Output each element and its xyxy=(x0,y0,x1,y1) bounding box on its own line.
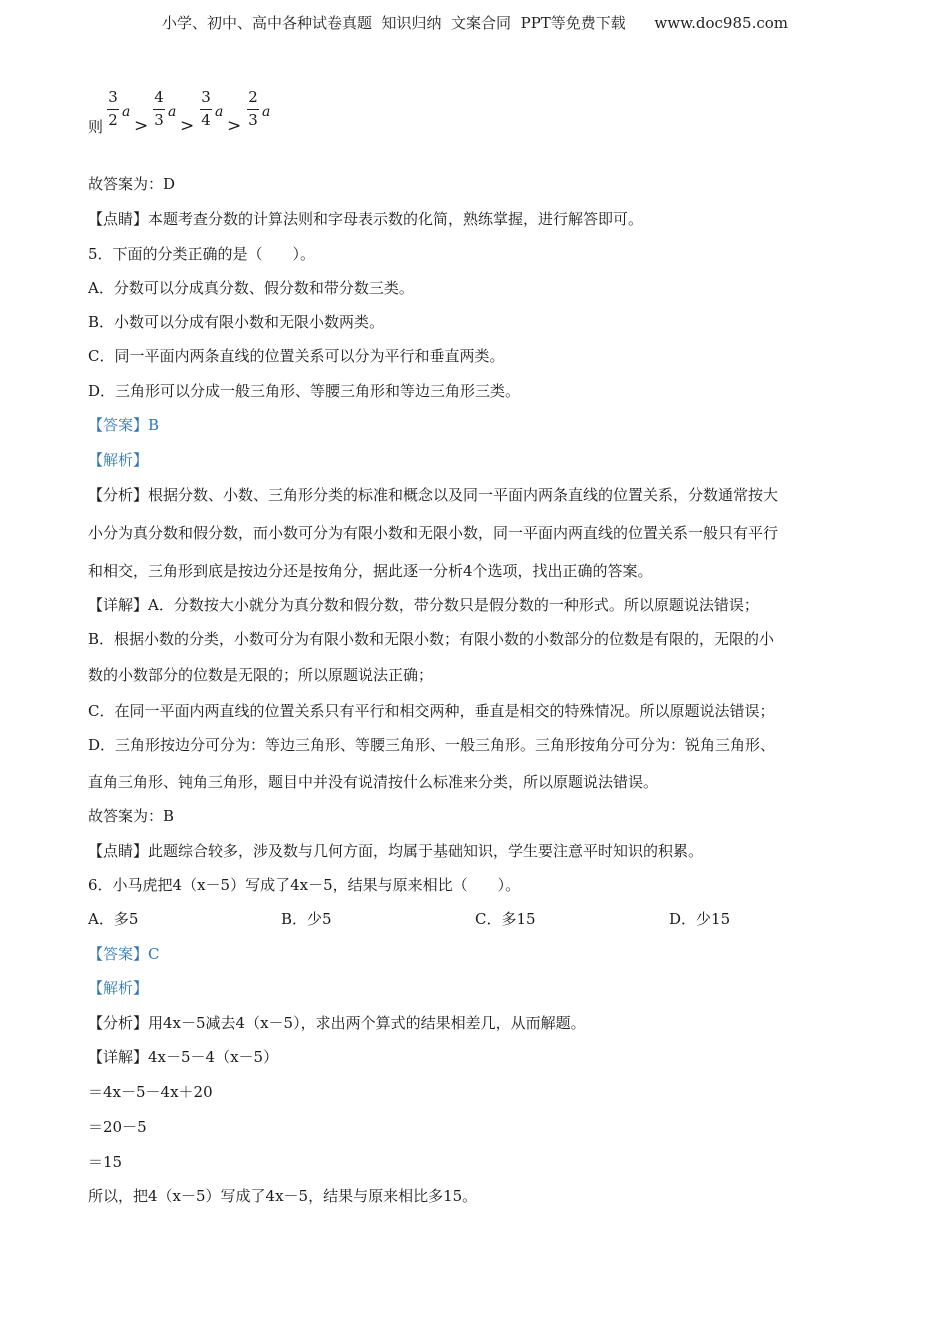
detail-line: 【详解】A．分数按大小就分为真分数和假分数，带分数只是假分数的一种形式。所以原题说法错误； xyxy=(88,596,759,614)
comment-line: 【点睛】本题考查分数的计算法则和字母表示数的化简，熟练掌握，进行解答即可。 xyxy=(88,210,644,228)
detail-line: C．在同一平面内两直线的位置关系只有平行和相交两种，垂直是相交的特殊情况。所以原题说法错误； xyxy=(88,702,775,720)
detail-line: 直角三角形、钝角三角形，题目中并没有说清按什么标准来分类，所以原题说法错误。 xyxy=(88,773,659,791)
q5-option-c: C．同一平面内两条直线的位置关系可以分为平行和垂直两类。 xyxy=(88,347,505,365)
detail-line: 【详解】4x－5－4（x－5） xyxy=(88,1048,279,1066)
calc-step: ＝4x－5－4x＋20 xyxy=(88,1083,213,1101)
comment-line: 【点睛】此题综合较多，涉及数与几何方面，均属于基础知识，学生要注意平时知识的积累。 xyxy=(88,842,704,860)
question-5: 5．下面的分类正确的是（ ）。 xyxy=(88,245,316,263)
variable: a xyxy=(122,104,131,120)
analysis-line: 【分析】用4x－5减去4（x－5），求出两个算式的结果相差几，从而解题。 xyxy=(88,1014,586,1032)
answer-line: 故答案为：D xyxy=(88,175,176,193)
variable: a xyxy=(168,104,177,120)
conclusion-line: 所以，把4（x－5）写成了4x－5，结果与原来相比多15。 xyxy=(88,1187,478,1205)
answer-label-6: 【答案】C xyxy=(88,945,160,963)
detail-line: 数的小数部分的位数是无限的；所以原题说法正确； xyxy=(88,666,434,684)
analysis-label-5: 【解析】 xyxy=(88,451,149,469)
greater-than-sign: > xyxy=(227,116,242,136)
q5-option-b: B．小数可以分成有限小数和无限小数两类。 xyxy=(88,313,385,331)
q6-option-a: A．多5 xyxy=(88,910,139,928)
q6-options xyxy=(88,908,868,930)
analysis-label-6: 【解析】 xyxy=(88,979,149,997)
detail-line: B．根据小数的分类，小数可分为有限小数和无限小数；有限小数的小数部分的位数是有限的，无限的小 xyxy=(88,630,775,648)
calc-step: ＝15 xyxy=(88,1153,123,1171)
analysis-line: 和相交，三角形到底是按边分还是按角分，据此逐一分析4个选项，找出正确的答案。 xyxy=(88,562,653,580)
greater-than-sign: > xyxy=(134,116,149,136)
q5-option-d: D．三角形可以分成一般三角形、等腰三角形和等边三角形三类。 xyxy=(88,382,521,400)
analysis-line: 小分为真分数和假分数，而小数可分为有限小数和无限小数，同一平面内两直线的位置关系一般只有平行 xyxy=(88,524,779,542)
calc-step: ＝20－5 xyxy=(88,1118,147,1136)
detail-line: D．三角形按边分可分为：等边三角形、等腰三角形、一般三角形。三角形按角分可分为：锐角三角形、 xyxy=(88,736,776,754)
analysis-line: 【分析】根据分数、小数、三角形分类的标准和概念以及同一平面内两条直线的位置关系，分数通常按大 xyxy=(88,486,779,504)
greater-than-sign: > xyxy=(180,116,195,136)
q6-option-d: D．少15 xyxy=(669,910,731,928)
page-header: 小学、初中、高中各种试卷真题 知识归纳 文案合同 PPT等免费下载 www.doc985.com xyxy=(161,14,788,32)
answer-label-5: 【答案】B xyxy=(88,416,160,434)
q6-option-c: C．多15 xyxy=(475,910,536,928)
q6-option-b: B．少5 xyxy=(281,910,332,928)
answer-line: 故答案为：B xyxy=(88,807,175,825)
inequality-prefix: 则 xyxy=(88,118,104,136)
variable: a xyxy=(215,104,224,120)
question-6: 6．小马虎把4（x－5）写成了4x－5，结果与原来相比（ ）。 xyxy=(88,876,521,894)
q5-option-a: A．分数可以分成真分数、假分数和带分数三类。 xyxy=(88,279,414,297)
variable: a xyxy=(262,104,271,120)
